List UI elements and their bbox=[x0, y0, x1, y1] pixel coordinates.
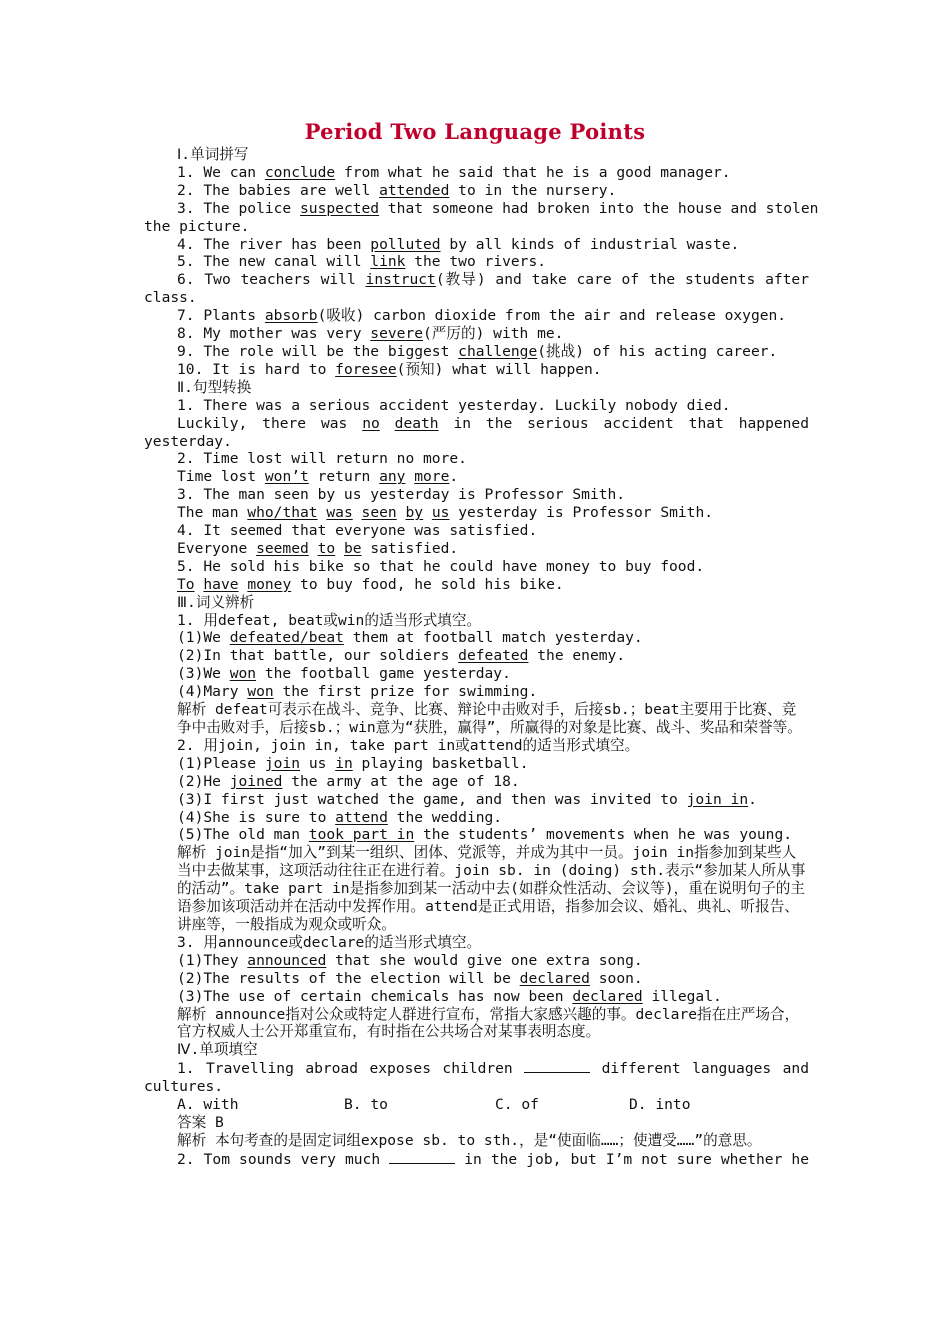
exercise-item: 2. The babies are well attended to in the nursery. bbox=[177, 181, 617, 199]
answer: polluted bbox=[370, 235, 441, 253]
explanation: 解析 本句考查的是固定词组expose sb. to sth.，是“使面临……；使遭受……”的意思。 bbox=[177, 1131, 762, 1149]
answer: instruct bbox=[365, 271, 436, 289]
exercise-item: 9. The role will be the biggest challenge(挑战) of his acting career. bbox=[177, 342, 778, 360]
answer: severe bbox=[370, 325, 424, 343]
answer: attended bbox=[379, 181, 450, 199]
answer: absorb bbox=[264, 307, 318, 325]
option-c: C. of bbox=[495, 1096, 539, 1114]
exercise-item: (3)I first just watched the game, and then was invited to join in. bbox=[177, 790, 757, 808]
option-b: B. to bbox=[344, 1096, 388, 1114]
answer: suspected bbox=[300, 199, 380, 217]
exercise-item-continued: the picture. bbox=[144, 217, 250, 235]
page-title: Period Two Language Points bbox=[304, 119, 646, 144]
exercise-item: (5)The old man took part in the students’ movements when he was young. bbox=[177, 826, 793, 844]
exercise-item-continued: class. bbox=[144, 289, 197, 307]
answer: challenge bbox=[458, 342, 538, 360]
exercise-item: (2)He joined the army at the age of 18. bbox=[177, 772, 520, 790]
original-sentence: 1. There was a serious accident yesterday. Luckily nobody died. bbox=[177, 396, 731, 414]
group-instruction: 2. 用join, join in, take part in或attend的适当形式填空。 bbox=[177, 736, 640, 754]
explanation: 解析 announce指对公众或特定人群进行宣布，常指大家感兴趣的事。declare指在庄严场合，官方权威人士公开郑重宣布，有时指在公共场合对某事表明态度。 bbox=[177, 1005, 800, 1041]
exercise-item: (4)Mary won the first prize for swimming. bbox=[177, 683, 538, 701]
answer-blank bbox=[524, 1059, 590, 1073]
exercise-item: (1)Please join us in playing basketball. bbox=[177, 754, 529, 772]
exercise-item: (1)They announced that she would give one extra song. bbox=[177, 951, 643, 969]
document-body bbox=[144, 146, 819, 1169]
exercise-item: 10. It is hard to foresee(预知) what will happen. bbox=[177, 360, 602, 378]
option-d: D. into bbox=[629, 1096, 691, 1114]
rewritten-sentence: Everyone seemed to be satisfied. bbox=[177, 539, 459, 557]
mc-question: 1. Travelling abroad exposes children different languages and bbox=[177, 1060, 809, 1078]
explanation: 解析 join是指“加入”到某一组织、团体、党派等，并成为其中一员。join in指参加到某些人当中去做某事，这项活动往往正在进行着。join sb. in (doing) sth.表示“参加某人所从事的活动”。take part in是指参加到某一活动中去(如群众性活动、会议等)，重在说明句子的主语参加该项活动并在活动中发挥作用。attend是正式用语，指参加会议、婚礼、典礼、听报告、讲座等，一般指成为观众或听众。 bbox=[177, 844, 806, 933]
exercise-item: 4. The river has been polluted by all kinds of industrial waste. bbox=[177, 235, 740, 253]
exercise-item: (1)We defeated/beat them at football match yesterday. bbox=[177, 629, 643, 647]
exercise-item: (3)The use of certain chemicals has now been declared illegal. bbox=[177, 987, 722, 1005]
section-heading: Ⅲ.词义辨析 bbox=[177, 593, 255, 611]
group-instruction: 1. 用defeat, beat或win的适当形式填空。 bbox=[177, 611, 482, 629]
answer-blank bbox=[389, 1150, 455, 1164]
exercise-item: (2)In that battle, our soldiers defeated the enemy. bbox=[177, 647, 626, 665]
exercise-item: 5. The new canal will link the two rivers. bbox=[177, 253, 547, 271]
exercise-item: 1. We can conclude from what he said that he is a good manager. bbox=[177, 163, 731, 181]
exercise-item: (4)She is sure to attend the wedding. bbox=[177, 808, 503, 826]
rewritten-sentence: The man who/that was seen by us yesterday is Professor Smith. bbox=[177, 504, 714, 522]
rewritten-sentence: Luckily, there was no death in the serious accident that happened bbox=[177, 414, 809, 432]
exercise-item: 3. The police suspected that someone had broken into the house and stolen bbox=[177, 199, 819, 217]
mc-question-continued: cultures. bbox=[144, 1078, 224, 1096]
exercise-item: 8. My mother was very severe(严厉的) with me. bbox=[177, 325, 564, 343]
option-a: A. with bbox=[177, 1096, 239, 1114]
mc-options bbox=[144, 1096, 809, 1114]
rewritten-sentence: To have money to buy food, he sold his bike. bbox=[177, 575, 564, 593]
answer: conclude bbox=[264, 163, 336, 181]
mc-question: 2. Tom sounds very much in the job, but I’m not sure whether he bbox=[177, 1150, 809, 1168]
exercise-item: (2)The results of the election will be declared soon. bbox=[177, 969, 643, 987]
exercise-item: (3)We won the football game yesterday. bbox=[177, 665, 511, 683]
group-instruction: 3. 用announce或declare的适当形式填空。 bbox=[177, 933, 482, 951]
explanation: 解析 defeat可表示在战斗、竞争、比赛、辩论中击败对手，后接sb.；beat主要用于比赛、竞争中击败对手，后接sb.；win意为“获胜，赢得”，所赢得的对象是比赛、战斗、奖品和荣誉等。 bbox=[177, 701, 802, 736]
original-sentence: 2. Time lost will return no more. bbox=[177, 450, 467, 468]
rewritten-sentence: Time lost won’t return any more. bbox=[177, 468, 459, 486]
rewritten-sentence-continued: yesterday. bbox=[144, 432, 232, 450]
section-heading: Ⅳ.单项填空 bbox=[177, 1041, 258, 1059]
original-sentence: 5. He sold his bike so that he could have money to buy food. bbox=[177, 557, 705, 575]
exercise-item: 6. Two teachers will instruct(教导) and take care of the students after bbox=[177, 271, 809, 289]
answer: link bbox=[370, 253, 406, 271]
answer: foresee bbox=[335, 360, 397, 378]
original-sentence: 4. It seemed that everyone was satisfied. bbox=[177, 522, 538, 540]
exercise-item: 7. Plants absorb(吸收) carbon dioxide from the air and release oxygen. bbox=[177, 307, 787, 325]
original-sentence: 3. The man seen by us yesterday is Professor Smith. bbox=[177, 486, 626, 504]
section-heading: Ⅱ.句型转换 bbox=[177, 378, 252, 396]
section-heading: Ⅰ.单词拼写 bbox=[177, 146, 249, 163]
answer-line: 答案 B bbox=[177, 1113, 224, 1131]
